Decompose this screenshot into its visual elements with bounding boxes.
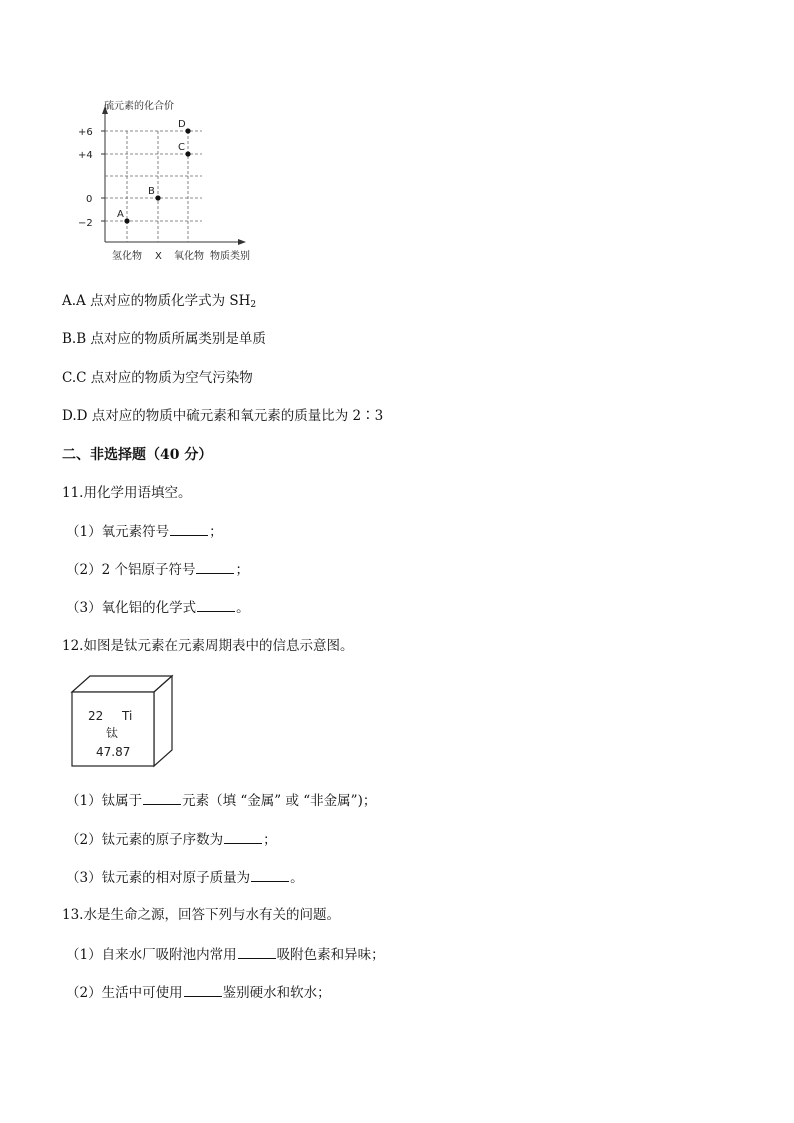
titanium-element-card	[70, 674, 174, 770]
q11-part2-text: （2）2 个铝原子符号	[66, 562, 196, 578]
q11-stem: 11.用化学用语填空。	[62, 485, 192, 501]
data-point-label: D	[178, 119, 186, 130]
data-point-d	[185, 128, 190, 133]
q13-part2-end: 鉴别硬水和软水；	[222, 985, 331, 1001]
q13-part2-text: （2）生活中可使用	[66, 985, 183, 1001]
ytick-label: +6	[78, 127, 93, 138]
element-symbol: Ti	[122, 709, 133, 723]
q12-part1-end: 元素（填 “金属” 或 “非金属”)；	[182, 793, 377, 809]
q11-part1-text: （1）氧元素符号	[66, 524, 170, 540]
option-a-subscript: 2	[250, 300, 257, 310]
option-b: B.B 点对应的物质所属类别是单质	[62, 331, 266, 347]
sulfur-valence-chart	[70, 92, 270, 267]
element-name: 钛	[106, 726, 119, 740]
q12-part2-end: ；	[263, 832, 277, 848]
q13-part1-text: （1）自来水厂吸附池内常用	[66, 947, 237, 963]
xtick-label: X	[155, 251, 162, 262]
answer-blank[interactable]	[238, 945, 276, 959]
q11-part3-end: 。	[236, 600, 250, 616]
q12-part2	[66, 830, 277, 849]
chart-svg	[70, 92, 270, 267]
q13-part1	[66, 945, 385, 964]
answer-blank[interactable]	[143, 791, 181, 805]
data-point-b	[155, 195, 160, 200]
x-axis-label: 物质类别	[210, 251, 250, 262]
q12-stem: 12.如图是钛元素在元素周期表中的信息示意图。	[62, 638, 354, 654]
option-c: C.C 点对应的物质为空气污染物	[62, 370, 253, 386]
y-axis-label: 硫元素的化合价	[104, 101, 174, 112]
q12-part1-text: （1）钛属于	[66, 793, 143, 809]
element-card-svg	[70, 674, 174, 770]
answer-blank[interactable]	[184, 983, 222, 997]
data-points	[117, 119, 191, 224]
q13-stem: 13.水是生命之源，回答下列与水有关的问题。	[62, 907, 340, 923]
xtick-label: 氢化物	[112, 251, 142, 262]
q11-part3-text: （3）氧化铝的化学式	[66, 600, 197, 616]
answer-blank[interactable]	[170, 522, 208, 536]
q12-part2-text: （2）钛元素的原子序数为	[66, 832, 224, 848]
q11-part1-end: ；	[209, 524, 223, 540]
xtick-label: 氧化物	[174, 251, 204, 262]
q12-part3-text: （3）钛元素的相对原子质量为	[66, 870, 251, 886]
q12-part3	[66, 868, 304, 887]
data-point-c	[185, 151, 190, 156]
ytick-label: −2	[78, 218, 93, 229]
q12-part1	[66, 791, 376, 810]
q11-part1	[66, 522, 223, 541]
q11-part2-end: ；	[235, 562, 249, 578]
answer-blank[interactable]	[197, 598, 235, 612]
q11-part3	[66, 598, 250, 617]
answer-blank[interactable]	[196, 560, 234, 574]
answer-blank[interactable]	[251, 868, 289, 882]
ytick-label: +4	[78, 150, 93, 161]
option-a	[62, 292, 256, 314]
atomic-number: 22	[88, 709, 104, 723]
section-heading: 二、非选择题（40 分）	[62, 447, 213, 463]
option-a-text: A.A 点对应的物质化学式为 SH	[62, 293, 251, 309]
q13-part2	[66, 983, 331, 1002]
x-axis-arrow	[238, 239, 246, 245]
data-point-a	[124, 218, 129, 223]
answer-blank[interactable]	[224, 830, 262, 844]
cube-side	[154, 676, 172, 766]
atomic-mass: 47.87	[96, 745, 131, 759]
data-point-label: C	[178, 142, 185, 153]
option-d: D.D 点对应的物质中硫元素和氧元素的质量比为 2∶3	[62, 408, 384, 424]
data-point-label: B	[148, 186, 155, 197]
data-point-label: A	[117, 209, 124, 220]
ytick-label: 0	[86, 194, 93, 205]
q12-part3-end: 。	[290, 870, 304, 886]
q13-part1-end: 吸附色素和异味；	[276, 947, 385, 963]
q11-part2	[66, 560, 249, 579]
